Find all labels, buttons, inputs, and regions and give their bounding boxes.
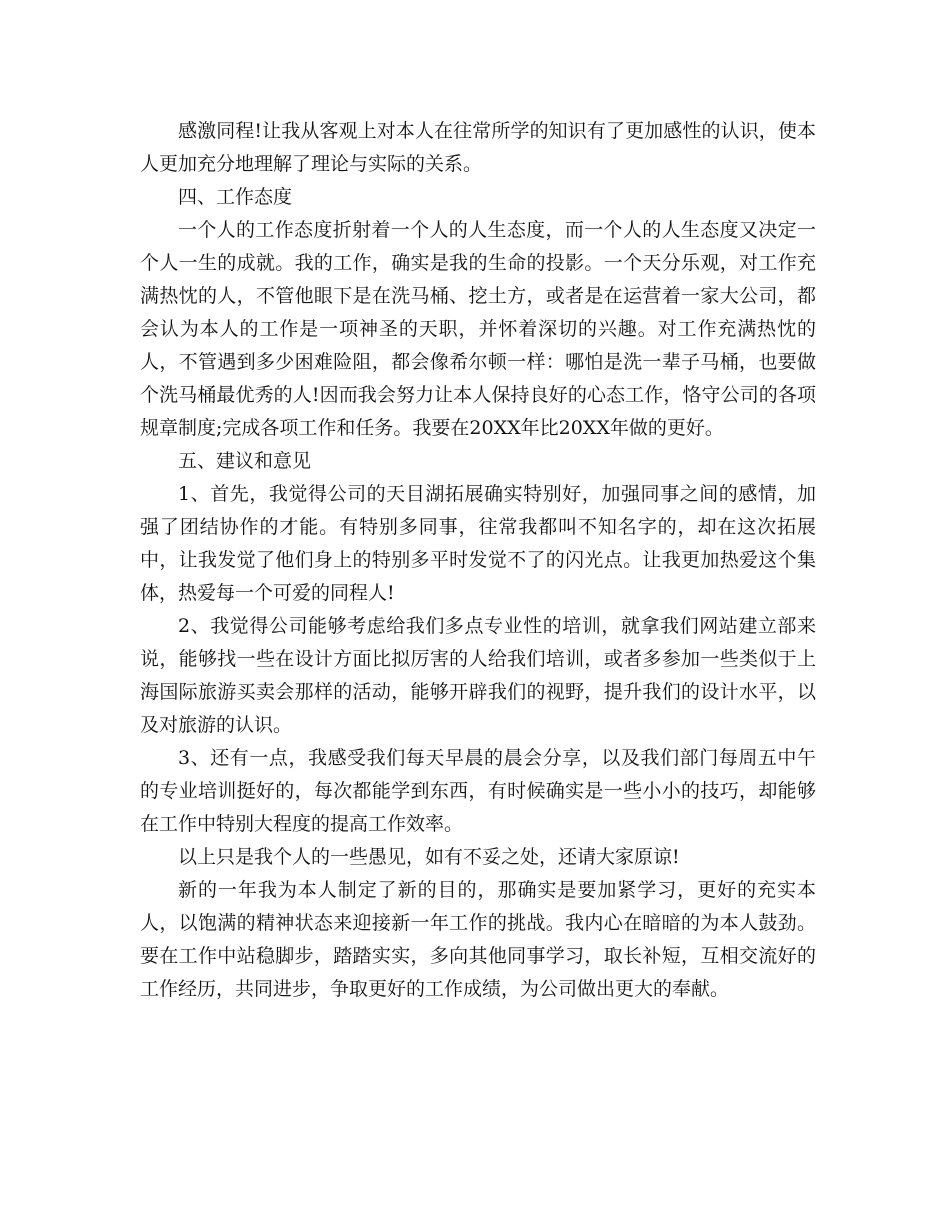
paragraph-suggestion-3: 3、还有一点，我感受我们每天早晨的晨会分享，以及我们部门每周五中午的专业培训挺好的，每次都能学到东西，有时候确实是一些小小的技巧，却能够在工作中特别大程度的提高工作效率。 bbox=[140, 747, 816, 835]
section-heading-work-attitude: 四、工作态度 bbox=[178, 186, 293, 208]
paragraph-suggestion-2: 2、我觉得公司能够考虑给我们多点专业性的培训，就拿我们网站建立部来说，能够找一些在设计方面比拟厉害的人给我们培训，或者多参加一些类似于上海国际旅游买卖会那样的活动，能够开辟我们的视野，提升我们的设计水平，以及对旅游的认识。 bbox=[140, 615, 816, 736]
paragraph-gratitude: 感激同程!让我从客观上对本人在往常所学的知识有了更加感性的认识，使本人更加充分地理解了理论与实际的关系。 bbox=[140, 120, 816, 175]
document-page bbox=[140, 115, 816, 1006]
section-heading-suggestions: 五、建议和意见 bbox=[178, 450, 312, 472]
paragraph-humble-opinion: 以上只是我个人的一些愚见，如有不妥之处，还请大家原谅! bbox=[178, 846, 680, 868]
paragraph-work-attitude: 一个人的工作态度折射着一个人的人生态度，而一个人的人生态度又决定一个人一生的成就。我的工作，确实是我的生命的投影。一个天分乐观，对工作充满热忱的人，不管他眼下是在洗马桶、挖土方，或者是在运营着一家大公司，都会认为本人的工作是一项神圣的天职，并怀着深切的兴趣。对工作充满热忱的人，不管遇到多少困难险阻，都会像希尔顿一样：哪怕是洗一辈子马桶，也要做个洗马桶最优秀的人!因而我会努力让本人保持良好的心态工作，恪守公司的各项规章制度;完成各项工作和任务。我要在20XX年比20XX年做的更好。 bbox=[140, 219, 816, 439]
paragraph-suggestion-1: 1、首先，我觉得公司的天目湖拓展确实特别好，加强同事之间的感情，加强了团结协作的才能。有特别多同事，往常我都叫不知名字的，却在这次拓展中，让我发觉了他们身上的特别多平时发觉不了的闪光点。让我更加热爱这个集体，热爱每一个可爱的同程人! bbox=[140, 483, 816, 604]
paragraph-new-year-goals: 新的一年我为本人制定了新的目的，那确实是要加紧学习，更好的充实本人，以饱满的精神状态来迎接新一年工作的挑战。我内心在暗暗的为本人鼓劲。要在工作中站稳脚步，踏踏实实，多向其他同事学习，取长补短，互相交流好的工作经历，共同进步，争取更好的工作成绩，为公司做出更大的奉献。 bbox=[140, 879, 816, 1000]
